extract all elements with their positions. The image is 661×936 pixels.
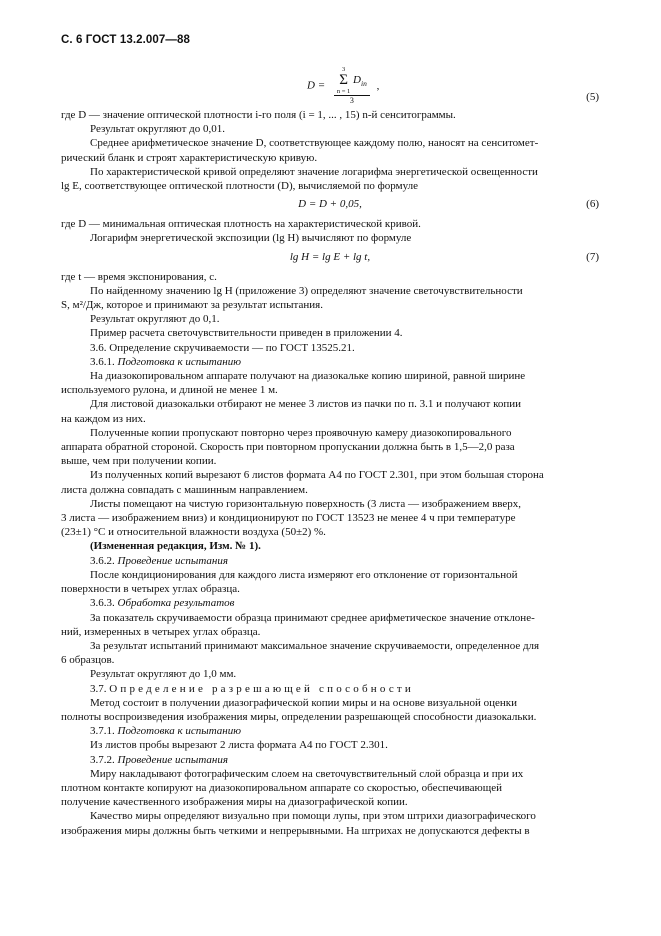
text-line: используемого рулона, и длиной не менее 1 м. — [61, 384, 278, 397]
text-line: где t — время экспонирования, с. — [61, 270, 217, 283]
text-line: аппарата обратной стороной. Скорость при повторном пропускании должна быть в 1,5—2,0 раза — [61, 441, 515, 454]
text-line: Пример расчета светочувствительности приведен в приложении 4. — [90, 327, 403, 340]
text-line: Логарифм энергетической экспозиции (lg H) вычисляют по формуле — [90, 232, 412, 245]
text-line: ний, измеренных в четырех углах образца. — [61, 625, 261, 638]
text-line: По характеристической кривой определяют значение логарифма энергетической освещенности — [90, 165, 538, 178]
sum-symbol: 3 Σ n = 1 — [336, 66, 351, 95]
text-line: поверхности в четырех углах образца. — [61, 583, 240, 596]
text-line: За показатель скручиваемости образца принимают среднее арифметическое значение отклоне- — [90, 611, 535, 624]
text-line: рический бланк и строят характеристическую кривую. — [61, 151, 318, 164]
text-line: на каждом из них. — [61, 412, 146, 425]
formula-5: D = 3 Σ n = 1 $D_{in}$ 3 , (5) — [307, 66, 599, 105]
text-line: 6 образцов. — [61, 654, 115, 667]
text-line: Качество миры определяют визуально при помощи лупы, при этом штрихи диазографического — [90, 810, 536, 823]
text-line: изображения миры должны быть четкими и непрерывными. На штрихах не допускаются дефекты в — [61, 824, 530, 837]
text-line: На диазокопировальном аппарате получают на диазокальке копию шириной, равной ширине — [90, 370, 526, 383]
text-line: Метод состоит в получении диазографической копии миры и на основе визуальной оценки — [90, 696, 517, 709]
text-line: листа должна совпадать с машинным направлением. — [61, 483, 308, 496]
section-heading: 3.7. Определение разрешающей способности — [90, 682, 415, 695]
text-line: полноты воспроизведения изображения миры, определении разрешающей способности диазокальки. — [61, 710, 537, 723]
text-line: По найденному значению lg H (приложение 3) определяют значение светочувствительности — [90, 284, 523, 297]
formula-5-fraction: 3 Σ n = 1 $D_{in}$ 3 — [334, 66, 370, 106]
formula-5-lhs: D = — [307, 79, 326, 92]
text-line: После кондиционирования для каждого листа измеряют его отклонение от горизонтальной — [90, 568, 518, 581]
text-line: получение качественного изображения миры на диазографической копии. — [61, 796, 408, 809]
text-line: Среднее арифметическое значение D, соответствующее каждому полю, наносят на сенситомет- — [90, 137, 539, 150]
formula-6-number: (6) — [586, 198, 599, 211]
text-line: плотном контакте копируют на диазокопировальном аппарате со скоростью, обеспечивающей — [61, 781, 502, 794]
text-line: lg E, соответствующее оптической плотности (D), вычисляемой по формуле — [61, 180, 418, 193]
formula-6 — [61, 197, 599, 217]
text-line: Из полученных копий вырезают 6 листов формата А4 по ГОСТ 2.301, при этом большая сторона — [90, 469, 544, 482]
text-line: Результат округляют до 0,01. — [90, 123, 225, 136]
formula-6-text: D = D + 0,05, — [298, 198, 362, 211]
section-heading: 3.6. Определение скручиваемости — по ГОСТ 13525.21. — [90, 341, 355, 354]
formula-5-number: (5) — [586, 91, 599, 103]
subsection-heading: 3.7.2. Проведение испытания — [90, 753, 228, 766]
text-line: S, м²/Дж, которое и принимают за результат испытания. — [61, 299, 323, 312]
text-line: где D — значение оптической плотности i-го поля (i = 1, ... , 15) n-й сенситограммы. — [61, 109, 456, 121]
text-line: где D — минимальная оптическая плотность на характеристической кривой. — [61, 218, 421, 231]
text-line: 3 листа — изображением вниз) и кондиционируют по ГОСТ 13523 не менее 4 ч при температуре — [61, 512, 516, 525]
subsection-heading: 3.6.2. Проведение испытания — [90, 554, 228, 567]
document-body — [61, 60, 599, 838]
text-line: Для листовой диазокальки отбирают не менее 3 листов из пачки по п. 3.1 и получают копии — [90, 398, 522, 411]
amendment-note: (Измененная редакция, Изм. № 1). — [90, 540, 261, 553]
text-line: Полученные копии пропускают повторно через проявочную камеру диазокопировального — [90, 426, 512, 439]
formula-7-number: (7) — [586, 250, 599, 263]
text-line: выше, чем при получении копии. — [61, 455, 217, 468]
formula-7 — [61, 250, 599, 270]
text-line: Миру накладывают фотографическим слоем на светочувствительный слой образца и при их — [90, 767, 524, 780]
formula-7-text: lg H = lg E + lg t, — [289, 250, 371, 263]
subsection-heading: 3.6.1. Подготовка к испытанию — [90, 355, 242, 368]
page-header: С. 6 ГОСТ 13.2.007—88 — [61, 34, 190, 46]
subsection-heading: 3.7.1. Подготовка к испытанию — [90, 725, 242, 738]
text-line: Результат округляют до 1,0 мм. — [90, 668, 237, 681]
text-line: За результат испытаний принимают максимальное значение скручиваемости, определенное для — [90, 639, 540, 652]
text-line: (23±1) °С и относительной влажности воздуха (50±2) %. — [61, 526, 326, 539]
text-line: Листы помещают на чистую горизонтальную поверхность (3 листа — изображением вверх, — [90, 497, 522, 510]
text-line: Из листов пробы вырезают 2 листа формата А4 по ГОСТ 2.301. — [90, 739, 388, 752]
subsection-heading: 3.6.3. Обработка результатов — [90, 597, 235, 610]
text-line: Результат округляют до 0,1. — [90, 313, 220, 326]
